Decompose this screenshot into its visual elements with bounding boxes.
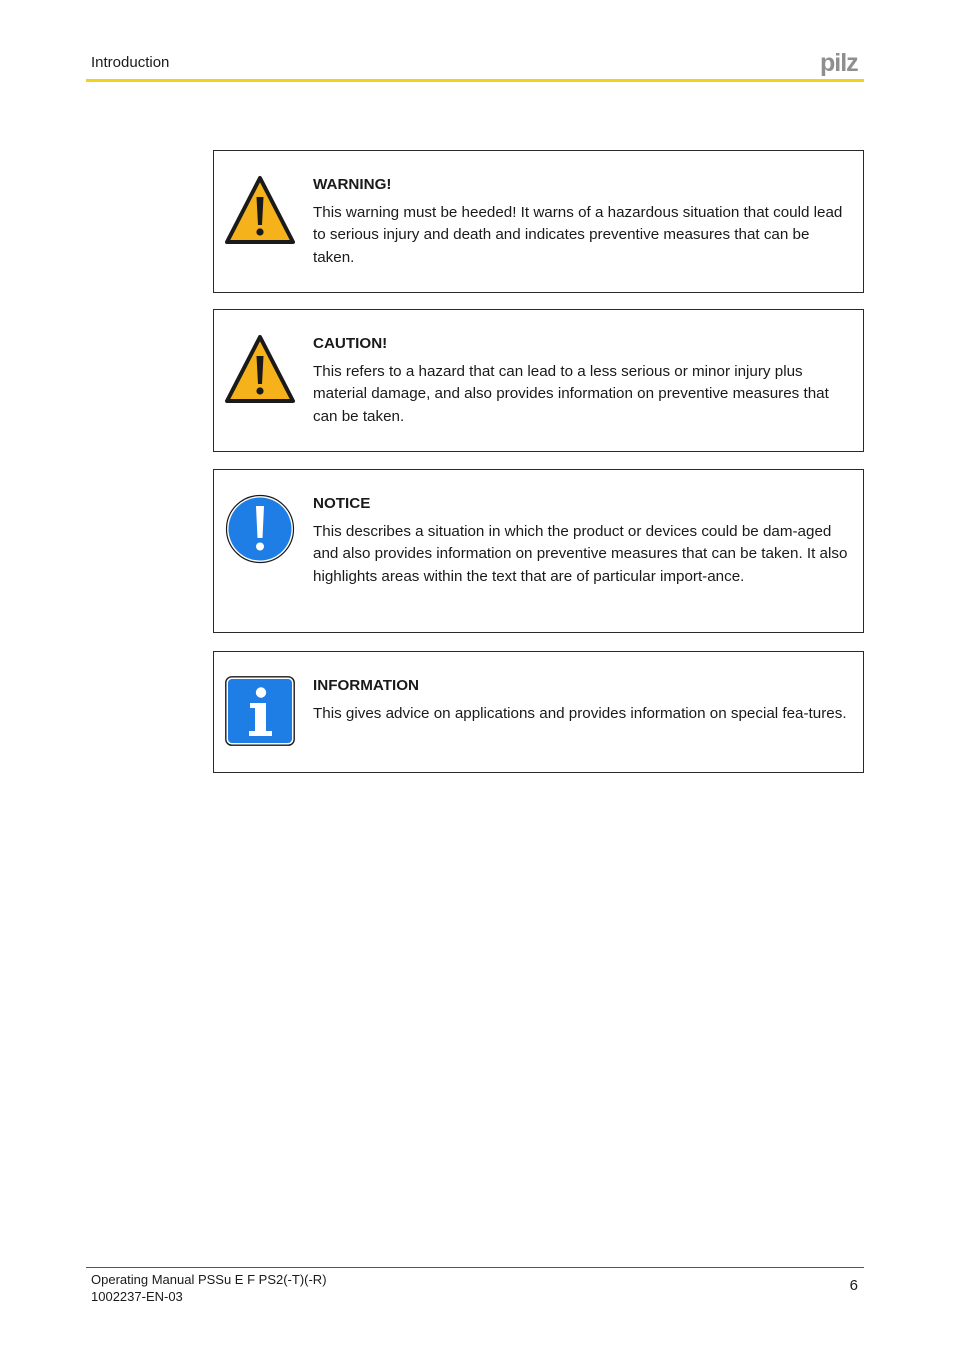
logo-text: pilz — [820, 50, 858, 76]
information-box — [213, 651, 864, 773]
footer-rule — [86, 1267, 864, 1268]
page-number: 6 — [849, 1277, 858, 1294]
notice-box — [213, 469, 864, 633]
pilz-logo — [820, 50, 864, 76]
warning-body: This warning must be heeded! It warns of a hazardous situation that could lead to serious injury and death and indicates preventive measures that can be taken. — [313, 204, 843, 266]
information-body: This gives advice on applications and provides information on special fea-tures. — [313, 705, 847, 723]
warning-box — [213, 150, 864, 293]
warning-triangle-icon — [225, 334, 295, 404]
notice-heading: NOTICE — [313, 495, 371, 512]
caution-heading: CAUTION! — [313, 335, 388, 352]
warning-triangle-icon — [225, 175, 295, 245]
warning-heading: WARNING! — [313, 176, 392, 193]
document-number: 1002237-EN-03 — [91, 1289, 183, 1304]
manual-title: Operating Manual PSSu E F PS2(-T)(-R) — [91, 1272, 327, 1287]
header-rule — [86, 79, 864, 82]
information-icon — [225, 676, 295, 746]
section-title: Introduction — [91, 54, 170, 71]
information-heading: INFORMATION — [313, 677, 420, 694]
caution-body: This refers to a hazard that can lead to a less serious or minor injury plus material damage, and also provides information on preventive measures that can be taken. — [313, 363, 829, 425]
notice-body: This describes a situation in which the product or devices could be dam-aged and also provides information on preventive measures that can be taken. It also highlights areas within the text that are of particular import-ance. — [313, 523, 848, 585]
notice-exclamation-icon — [225, 494, 295, 564]
caution-box — [213, 309, 864, 452]
